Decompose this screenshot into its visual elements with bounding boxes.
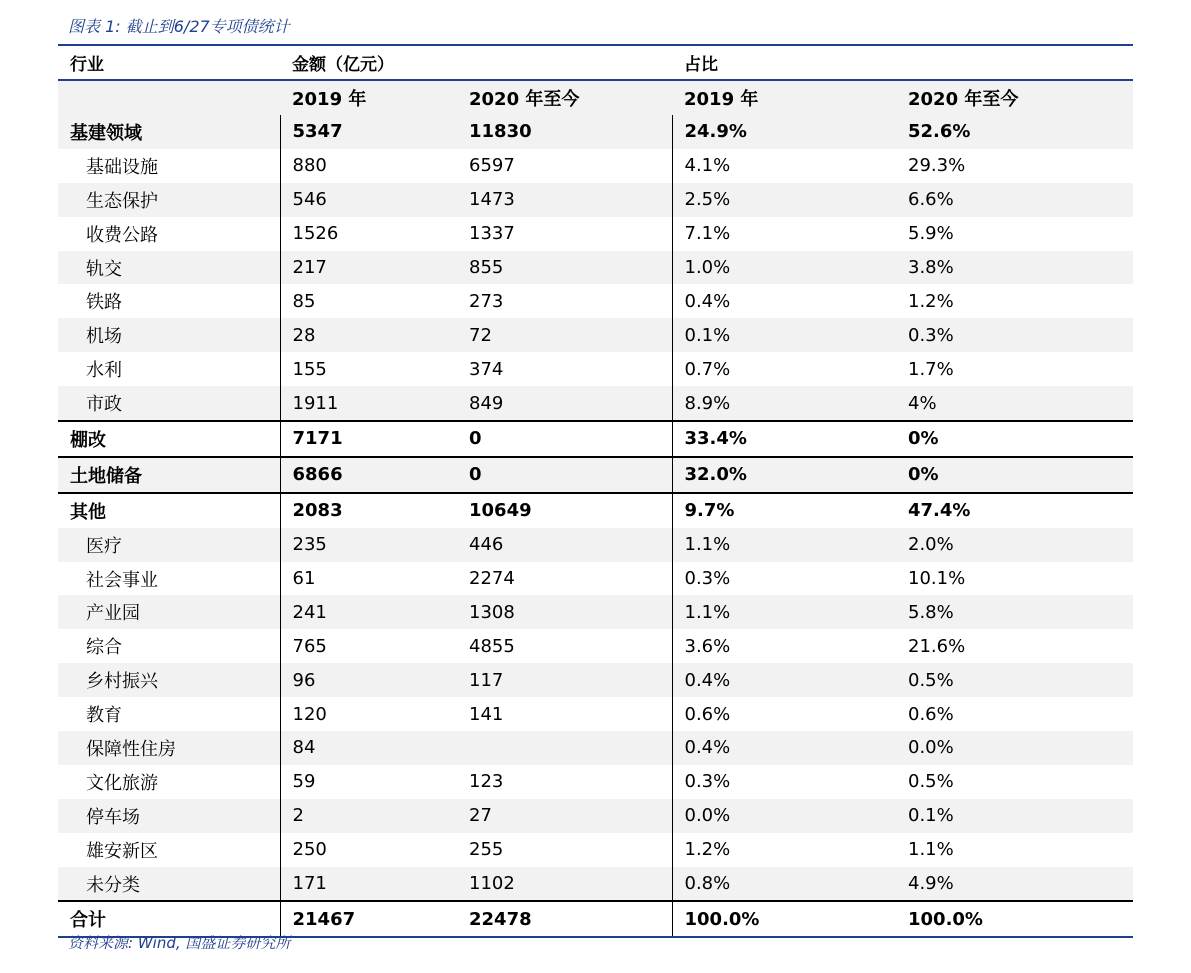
industry-cell: 轨交	[58, 251, 280, 285]
share-2020-cell: 2.0%	[896, 528, 1133, 562]
amount-2020-cell: 0	[457, 421, 672, 457]
header-amount-2020: 2020 年至今	[457, 80, 672, 115]
share-2020-cell: 0.5%	[908, 771, 954, 793]
share-2019-cell: 0.3%	[672, 765, 896, 799]
header-blank	[58, 80, 280, 115]
amount-2020-cell: 273	[469, 290, 504, 312]
amount-2019-cell: 217	[280, 251, 457, 285]
share-2019-cell: 33.4%	[672, 421, 896, 457]
share-2020-cell: 0.1%	[896, 799, 1133, 833]
industry-cell: 综合	[86, 637, 122, 659]
share-2020-cell: 0.3%	[896, 318, 1133, 352]
amount-2019-cell: 546	[280, 183, 457, 217]
amount-2019-cell: 85	[280, 284, 457, 318]
share-2020-cell: 21.6%	[908, 635, 966, 657]
amount-2019-cell: 250	[280, 833, 457, 867]
industry-cell: 文化旅游	[86, 772, 158, 794]
amount-2020-cell: 6597	[469, 155, 515, 177]
table-body	[58, 115, 1133, 937]
amount-2020-cell: 2274	[469, 568, 515, 590]
amount-2019-cell: 2083	[280, 493, 457, 528]
amount-2020-cell: 10649	[457, 493, 672, 528]
amount-2019-cell: 61	[280, 562, 457, 596]
table-row	[58, 663, 1133, 697]
industry-cell: 市政	[58, 386, 280, 421]
amount-2020-cell: 1337	[469, 223, 515, 245]
table-row	[58, 284, 1133, 318]
table-row	[58, 595, 1133, 629]
share-2020-cell: 0.6%	[908, 703, 954, 725]
industry-cell: 水利	[86, 360, 122, 382]
share-2020-cell: 0.0%	[896, 731, 1133, 765]
share-2019-cell: 0.8%	[672, 867, 896, 902]
amount-2020-cell: 27	[457, 799, 672, 833]
amount-2020-cell: 11830	[457, 115, 672, 149]
header-amount: 金额（亿元）	[280, 45, 672, 80]
amount-2019-cell: 2	[280, 799, 457, 833]
industry-cell: 基建领域	[58, 115, 280, 149]
amount-2020-cell: 255	[469, 839, 504, 861]
header-share: 占比	[672, 45, 1133, 80]
industry-cell: 棚改	[58, 421, 280, 457]
header-share-2020: 2020 年至今	[896, 80, 1133, 115]
share-2019-cell: 3.6%	[672, 629, 896, 663]
table-row	[58, 493, 1133, 528]
share-2020-cell: 0.5%	[896, 663, 1133, 697]
amount-2020-cell	[457, 731, 672, 765]
share-2019-cell: 0.7%	[672, 352, 896, 386]
table-row	[58, 697, 1133, 731]
amount-2020-cell: 0	[457, 457, 672, 493]
table-row	[58, 183, 1133, 217]
amount-2020-cell: 1473	[457, 183, 672, 217]
amount-2019-cell: 235	[280, 528, 457, 562]
amount-2019-cell: 5347	[280, 115, 457, 149]
table-row	[58, 386, 1133, 421]
share-2020-cell: 1.2%	[908, 290, 954, 312]
source-note: 资料来源: Wind, 国盛证券研究所	[68, 934, 291, 952]
share-2020-cell: 0%	[896, 457, 1133, 493]
share-2019-cell: 0.4%	[672, 731, 896, 765]
header-industry: 行业	[58, 45, 280, 80]
amount-2020-cell: 446	[457, 528, 672, 562]
table-row	[58, 799, 1133, 833]
amount-2019-cell: 1526	[280, 217, 457, 251]
share-2019-cell: 0.4%	[672, 663, 896, 697]
table-row	[58, 318, 1133, 352]
industry-cell: 雄安新区	[86, 840, 158, 862]
industry-cell: 收费公路	[86, 224, 158, 246]
share-2019-cell: 2.5%	[672, 183, 896, 217]
header-row-primary	[58, 45, 1133, 80]
industry-cell: 其他	[58, 493, 280, 528]
industry-cell: 产业园	[58, 595, 280, 629]
amount-2019-cell: 880	[280, 149, 457, 183]
industry-cell: 教育	[86, 705, 122, 727]
industry-cell: 社会事业	[86, 569, 158, 591]
share-2019-cell: 0.3%	[672, 562, 896, 596]
table-row	[58, 562, 1133, 596]
share-2019-cell: 24.9%	[672, 115, 896, 149]
share-2020-cell: 29.3%	[908, 155, 966, 177]
share-2019-cell: 0.0%	[672, 799, 896, 833]
amount-2020-cell: 123	[469, 771, 504, 793]
amount-2019-cell: 59	[280, 765, 457, 799]
share-2019-cell: 7.1%	[672, 217, 896, 251]
amount-2019-cell: 765	[280, 629, 457, 663]
share-2020-cell: 52.6%	[896, 115, 1133, 149]
amount-2020-cell: 117	[457, 663, 672, 697]
industry-cell: 合计	[58, 901, 280, 937]
share-2020-cell: 1.7%	[908, 358, 954, 380]
share-2019-cell: 0.6%	[672, 697, 896, 731]
amount-2020-cell: 1308	[457, 595, 672, 629]
amount-2019-cell: 21467	[280, 901, 457, 937]
industry-cell: 保障性住房	[58, 731, 280, 765]
figure-caption: 图表 1: 截止到6/27专项债统计	[68, 17, 290, 36]
header-share-2019: 2019 年	[672, 80, 896, 115]
amount-2020-cell: 849	[457, 386, 672, 421]
share-2020-cell: 47.4%	[896, 493, 1133, 528]
table-row	[58, 352, 1133, 386]
share-2019-cell: 1.1%	[672, 528, 896, 562]
header-row-secondary	[58, 80, 1133, 115]
amount-2020-cell: 374	[469, 358, 504, 380]
share-2020-cell: 5.9%	[908, 223, 954, 245]
industry-cell: 生态保护	[58, 183, 280, 217]
amount-2019-cell: 171	[280, 867, 457, 902]
amount-2020-cell: 1102	[457, 867, 672, 902]
table-row	[58, 867, 1133, 902]
table-row	[58, 115, 1133, 149]
share-2020-cell: 4.9%	[896, 867, 1133, 902]
table-row	[58, 251, 1133, 285]
share-2019-cell: 0.1%	[672, 318, 896, 352]
industry-cell: 停车场	[58, 799, 280, 833]
amount-2019-cell: 1911	[280, 386, 457, 421]
share-2020-cell: 3.8%	[896, 251, 1133, 285]
amount-2020-cell: 855	[457, 251, 672, 285]
amount-2019-cell: 241	[280, 595, 457, 629]
industry-cell: 铁路	[86, 292, 122, 314]
share-2020-cell: 100.0%	[896, 901, 1133, 937]
share-2020-cell: 4%	[896, 386, 1133, 421]
share-2019-cell: 9.7%	[672, 493, 896, 528]
industry-cell: 机场	[58, 318, 280, 352]
header-amount-2019: 2019 年	[280, 80, 457, 115]
share-2020-cell: 1.1%	[908, 839, 954, 861]
share-2019-cell: 1.0%	[672, 251, 896, 285]
amount-2020-cell: 22478	[457, 901, 672, 937]
table-row	[58, 421, 1133, 457]
amount-2020-cell: 141	[469, 703, 504, 725]
share-2020-cell: 6.6%	[896, 183, 1133, 217]
industry-cell: 基础设施	[86, 156, 158, 178]
amount-2019-cell: 120	[280, 697, 457, 731]
table-row	[58, 457, 1133, 493]
share-2019-cell: 32.0%	[672, 457, 896, 493]
amount-2019-cell: 7171	[280, 421, 457, 457]
share-2020-cell: 10.1%	[908, 568, 966, 590]
share-2020-cell: 0%	[896, 421, 1133, 457]
industry-cell: 土地储备	[58, 457, 280, 493]
share-2019-cell: 8.9%	[672, 386, 896, 421]
share-2019-cell: 4.1%	[672, 149, 896, 183]
share-2019-cell: 100.0%	[672, 901, 896, 937]
table-row	[58, 528, 1133, 562]
industry-cell: 医疗	[58, 528, 280, 562]
amount-2019-cell: 6866	[280, 457, 457, 493]
amount-2019-cell: 84	[280, 731, 457, 765]
table-row	[58, 629, 1133, 663]
share-2020-cell: 5.8%	[896, 595, 1133, 629]
amount-2019-cell: 28	[280, 318, 457, 352]
share-2019-cell: 1.2%	[672, 833, 896, 867]
share-2019-cell: 1.1%	[672, 595, 896, 629]
table-row	[58, 765, 1133, 799]
industry-cell: 未分类	[58, 867, 280, 902]
amount-2020-cell: 4855	[469, 635, 515, 657]
table-row	[58, 731, 1133, 765]
amount-2020-cell: 72	[457, 318, 672, 352]
amount-2019-cell: 155	[280, 352, 457, 386]
special-bond-table	[58, 44, 1133, 938]
table-row	[58, 149, 1133, 183]
industry-cell: 乡村振兴	[58, 663, 280, 697]
amount-2019-cell: 96	[280, 663, 457, 697]
table-row	[58, 833, 1133, 867]
table-row	[58, 217, 1133, 251]
share-2019-cell: 0.4%	[672, 284, 896, 318]
